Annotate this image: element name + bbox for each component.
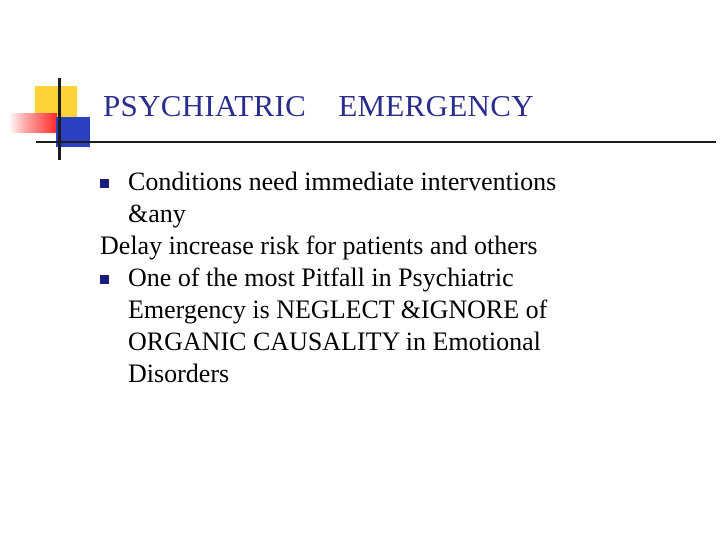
bullet-line: Emergency is NEGLECT &IGNORE of: [128, 295, 548, 324]
red-square-shape: [9, 113, 57, 133]
square-bullet-icon: [100, 275, 109, 284]
bullet-line: Conditions need immediate interventions: [128, 167, 557, 196]
bullet-line: &any: [128, 199, 186, 228]
slide-body: [100, 166, 680, 390]
bullet-item: [100, 166, 680, 230]
slide-title: PSYCHIATRIC EMERGENCY: [103, 88, 534, 123]
logo-decoration: [0, 0, 110, 170]
bullet-line: ORGANIC CAUSALITY in Emotional: [128, 327, 541, 356]
square-bullet-icon: [100, 179, 109, 188]
bullet-line: One of the most Pitfall in Psychiatric: [128, 263, 514, 292]
vertical-rule: [58, 78, 61, 160]
plain-line: Delay increase risk for patients and others: [100, 231, 538, 260]
title-underline: [36, 141, 716, 143]
bullet-item: [100, 262, 680, 390]
bullet-line: Disorders: [128, 359, 230, 388]
